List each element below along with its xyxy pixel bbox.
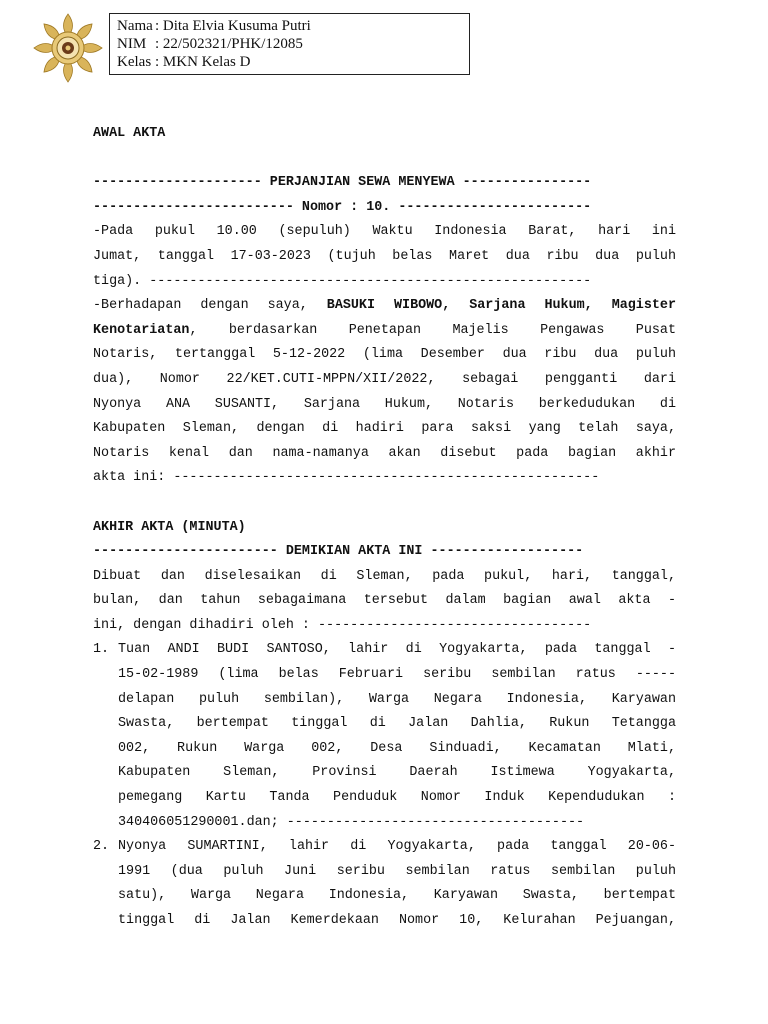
awal-p1-line-2: Jumat, tanggal 17-03-2023 (tujuh belas Maret dua ribu dua puluh <box>93 248 676 264</box>
list-item-line: pemegang Kartu Tanda Penduduk Nomor Induk Kependudukan : <box>118 790 676 806</box>
name-value: : Dita Elvia Kusuma Putri <box>155 18 311 34</box>
awal-p2-line-5: Nyonya ANA SUSANTI, Sarjana Hukum, Notaris berkedudukan di <box>93 396 676 412</box>
list-item-line: satu), Warga Negara Indonesia, Karyawan Swasta, bertempat <box>118 888 676 904</box>
awal-p2-line-4: dua), Nomor 22/KET.CUTI-MPPN/XII/2022, sebagai pengganti dari <box>93 371 676 387</box>
nim-value: : 22/502321/PHK/12085 <box>155 36 303 52</box>
awal-p2-start: -Berhadapan dengan saya, <box>93 298 327 314</box>
list-item-line: 002, Rukun Warga 002, Desa Sinduadi, Kecamatan Mlati, <box>118 740 676 756</box>
witness-item-1 <box>93 638 676 835</box>
awal-p2-rest: , berdasarkan Penetapan Majelis Pengawas Pusat <box>189 322 676 338</box>
university-seal-icon <box>33 13 103 83</box>
awal-p2-line-3: Notaris, tertanggal 5-12-2022 (lima Desember dua ribu dua puluh <box>93 347 676 363</box>
list-item-line: Nyonya SUMARTINI, lahir di Yogyakarta, pada tanggal 20-06- <box>118 839 676 855</box>
akhir-akta-heading: AKHIR AKTA (MINUTA) <box>93 519 246 535</box>
list-item-number: 2. <box>93 839 110 855</box>
notary-title: Kenotariatan <box>93 322 190 338</box>
kelas-value: : MKN Kelas D <box>155 54 251 70</box>
awal-p2-line-1 <box>93 294 676 319</box>
name-label: Nama <box>117 18 153 34</box>
awal-p2-line-6: Kabupaten Sleman, dengan di hadiri para saksi yang telah saya, <box>93 421 676 437</box>
awal-akta-heading: AWAL AKTA <box>93 126 166 141</box>
student-info-box <box>109 13 470 75</box>
list-item-line: Kabupaten Sleman, Provinsi Daerah Istimewa Yogyakarta, <box>118 765 676 781</box>
akhir-p1-line-2: bulan, dan tahun sebagaimana tersebut dalam bagian awal akta - <box>93 593 676 609</box>
kelas-label: Kelas <box>117 54 152 70</box>
deed-document <box>93 122 676 934</box>
awal-p1-line-3: tiga). ------------------------------------------------------- <box>93 273 592 289</box>
perjanjian-title: --------------------- PERJANJIAN SEWA MENYEWA ---------------- <box>93 175 592 191</box>
list-item-line: Tuan ANDI BUDI SANTOSO, lahir di Yogyakarta, pada tanggal - <box>118 642 676 658</box>
notary-name: BASUKI WIBOWO, Sarjana Hukum, Magister <box>326 298 676 314</box>
akhir-p1-line-1: Dibuat dan diselesaikan di Sleman, pada pukul, hari, tanggal, <box>93 568 676 584</box>
list-item-line: delapan puluh sembilan), Warga Negara Indonesia, Karyawan <box>118 691 676 707</box>
list-item-line: 15-02-1989 (lima belas Februari seribu sembilan ratus ----- <box>118 667 676 683</box>
list-item-line: Swasta, bertempat tinggal di Jalan Dahlia, Rukun Tetangga <box>118 716 676 732</box>
nomor-line: ------------------------- Nomor : 10. ------------------------ <box>93 199 592 215</box>
awal-p2-line-8: akta ini: ----------------------------------------------------- <box>93 470 600 486</box>
nim-label: NIM <box>117 36 147 52</box>
list-item-line: 340406051290001.dan; ------------------------------------- <box>118 814 585 830</box>
list-item-number: 1. <box>93 642 110 658</box>
list-item-line: 1991 (dua puluh Juni seribu sembilan ratus sembilan puluh <box>118 863 676 879</box>
witness-item-2 <box>93 835 676 933</box>
name-row <box>117 17 469 35</box>
nim-row <box>117 35 469 53</box>
awal-p2-line-7: Notaris kenal dan nama-namanya akan disebut pada bagian akhir <box>93 445 676 461</box>
list-item-line: tinggal di Jalan Kemerdekaan Nomor 10, Kelurahan Pejuangan, <box>118 913 676 928</box>
kelas-row <box>117 53 469 71</box>
akhir-p1-line-3: ini, dengan dihadiri oleh : ---------------------------------- <box>93 617 592 633</box>
awal-p1-line-1: -Pada pukul 10.00 (sepuluh) Waktu Indonesia Barat, hari ini <box>93 224 676 240</box>
demikian-title: ----------------------- DEMIKIAN AKTA INI ------------------- <box>93 544 584 560</box>
awal-p2-line-2 <box>93 319 676 344</box>
